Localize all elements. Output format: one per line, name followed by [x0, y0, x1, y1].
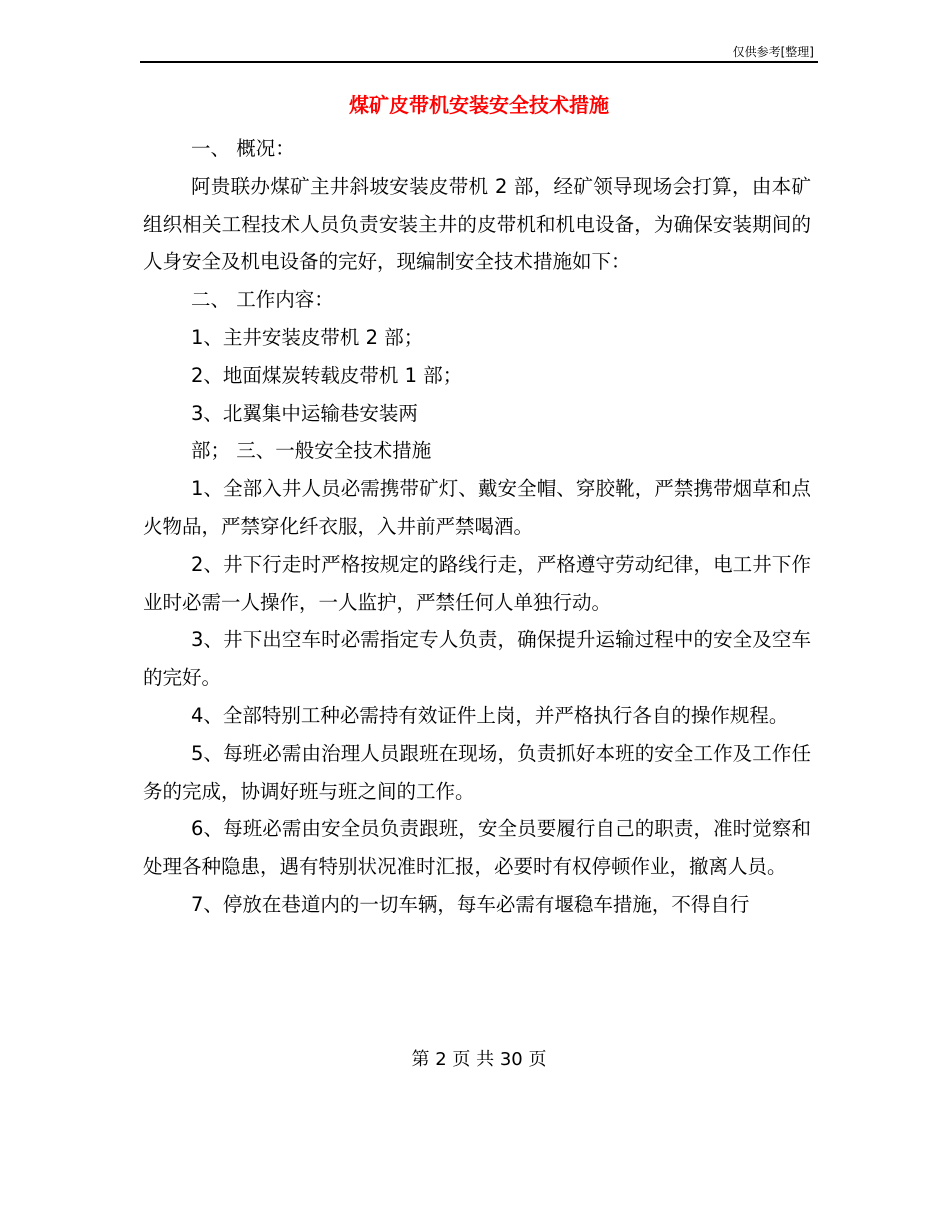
list-item-safety-1: 1、全部入井人员必需携带矿灯、戴安全帽、穿胶靴，严禁携带烟草和点火物品，严禁穿化纤衣服，入井前严禁喝酒。 — [143, 477, 811, 538]
list-item-safety-5: 5、每班必需由治理人员跟班在现场，负责抓好本班的安全工作及工作任务的完成，协调好班与班之间的工作。 — [143, 741, 811, 803]
list-item-safety-6: 6、每班必需由安全员负责跟班，安全员要履行自己的职责，准时觉察和处理各种隐患，遇有特别状况准时汇报，必要时有权停顿作业，撤离人员。 — [143, 817, 811, 879]
list-item-work-3: 3、北翼集中运输巷安装两 — [191, 401, 418, 425]
list-item-safety-7: 7、停放在巷道内的一切车辆，每车必需有堰稳车措施，不得自行 — [191, 892, 750, 916]
paragraph-overview: 阿贵联办煤矿主井斜坡安装皮带机 2 部，经矿领导现场会打算，由本矿组织相关工程技术人员负责安装主井的皮带机和机电设备，为确保安装期间的人身安全及机电设备的完好，现编制安全技术措施如下： — [143, 174, 811, 274]
header-divider — [140, 61, 818, 63]
list-item-work-2: 2、地面煤炭转载皮带机 1 部； — [191, 363, 463, 387]
section-heading-overview: 一、 概况： — [191, 137, 295, 160]
list-item-safety-2: 2、井下行走时严格按规定的路线行走，严格遵守劳动纪律，电工井下作业时必需一人操作，一人监护，严禁任何人单独行动。 — [143, 552, 811, 614]
header-reference-tag: 仅供参考[整理] — [732, 45, 814, 59]
list-item-work-1: 1、主井安装皮带机 2 部； — [191, 325, 424, 349]
list-item-safety-4: 4、全部特别工种必需持有效证件上岗，并严格执行各自的操作规程。 — [191, 703, 789, 727]
section-heading-work-content: 二、 工作内容： — [191, 288, 334, 312]
document-title: 煤矿皮带机安装安全技术措施 — [349, 93, 609, 117]
section-heading-general-safety: 部； 三、一般安全技术措施 — [191, 439, 432, 463]
document-body — [143, 130, 811, 924]
list-item-safety-3: 3、井下出空车时必需指定专人负责，确保提升运输过程中的安全及空车的完好。 — [143, 628, 811, 690]
page-number: 第 2 页 共 30 页 — [411, 1049, 547, 1070]
